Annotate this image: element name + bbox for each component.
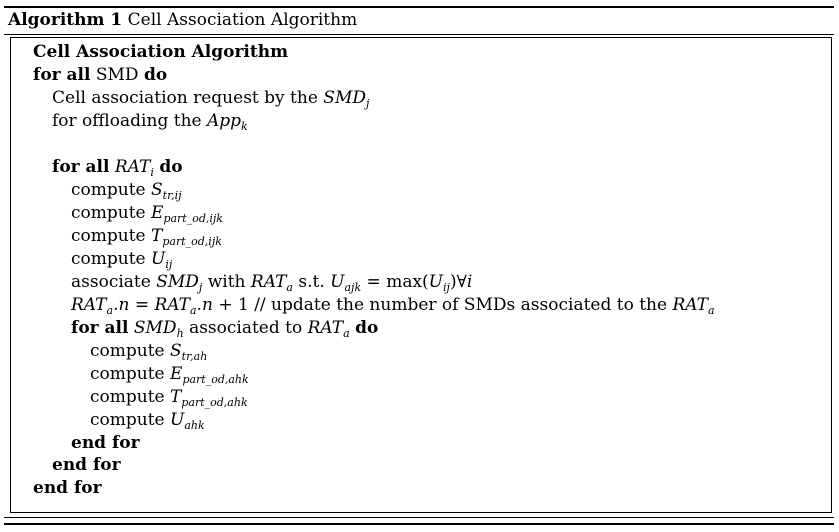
top-rule-thick [4, 6, 834, 8]
line-compute-u: compute $U_{ij}$ [71, 249, 173, 271]
line-rat-increment: $RAT_a.n = RAT_a.n + 1$ // update the number of SMDs associated to the $RAT_a$ [71, 295, 715, 317]
line-end-for-outer: end for [33, 478, 102, 498]
line-end-for-middle: end for [52, 455, 121, 475]
algorithm-box [10, 37, 832, 513]
algo-heading: Cell Association Algorithm [33, 42, 289, 62]
line-request: Cell association request by the $SMD_j$ [52, 88, 370, 110]
line-compute-t-ahk: compute $T_{part\_od,ahk}$ [90, 387, 248, 409]
algorithm-caption [8, 9, 357, 31]
line-for-all-smd: for all SMD do [33, 65, 168, 85]
bottom-rule-thin [4, 517, 834, 518]
line-compute-t: compute $T_{part\_od,ijk}$ [71, 226, 222, 248]
line-compute-e-ahk: compute $E_{part\_od,ahk}$ [90, 364, 249, 386]
line-compute-u-ahk: compute $U_{ahk}$ [90, 410, 205, 432]
line-compute-s: compute $S_{tr,ij}$ [71, 180, 182, 202]
algorithm-label: Algorithm 1 [8, 10, 123, 30]
line-associate: associate $SMD_j$ with $RAT_a$ s.t. $U_{ajk}$ = $\max(U_{ij})\forall i$ [71, 272, 473, 294]
bottom-rule-thick [4, 523, 834, 525]
line-offloading: for offloading the App$_k$ [52, 111, 248, 133]
algorithm-title: Cell Association Algorithm [127, 10, 358, 30]
line-for-all-rat: for all $RAT_i$ do [52, 157, 183, 179]
line-compute-s-ah: compute $S_{tr,ah}$ [90, 341, 208, 363]
top-rule-thin [4, 34, 834, 35]
line-compute-e: compute $E_{part\_od,ijk}$ [71, 203, 223, 225]
line-end-for-inner: end for [71, 433, 140, 453]
line-for-all-smdh: for all $SMD_h$ associated to $RAT_a$ do [71, 318, 379, 340]
